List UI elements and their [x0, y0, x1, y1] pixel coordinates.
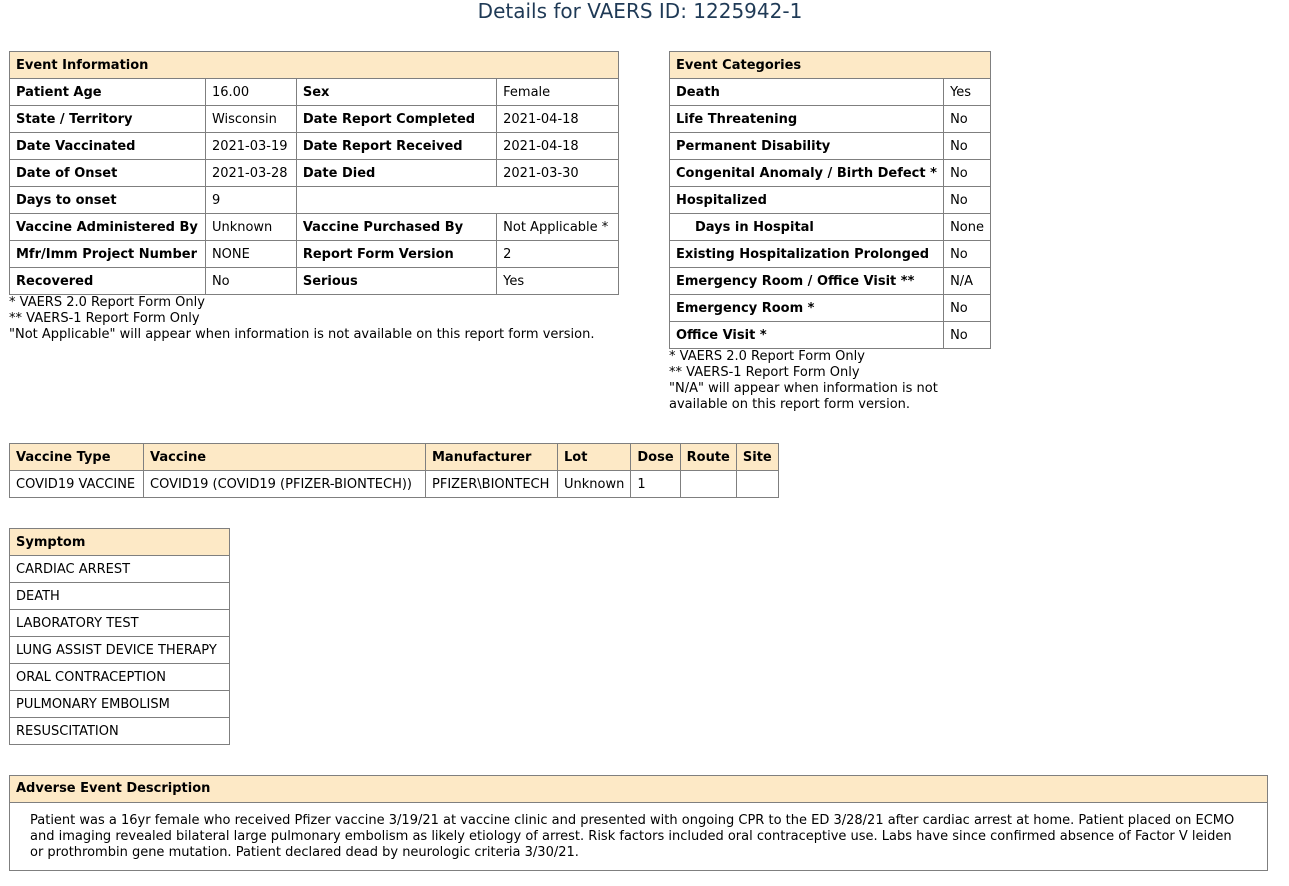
footnote: available on this report form version.	[669, 397, 911, 412]
category-value: N/A	[944, 268, 991, 295]
category-value: No	[944, 322, 991, 349]
category-label: Life Threatening	[670, 106, 944, 133]
field-value: Yes	[497, 268, 619, 295]
symptom-item: RESUSCITATION	[10, 718, 230, 745]
symptom-table	[9, 528, 230, 745]
table-header-row	[10, 444, 779, 471]
table-row	[10, 691, 230, 718]
footnote: "N/A" will appear when information is not	[669, 381, 938, 396]
column-header: Vaccine Type	[10, 444, 144, 471]
category-value: No	[944, 241, 991, 268]
event-information-notes	[9, 295, 594, 343]
description-text: Patient was a 16yr female who received Pfizer vaccine 3/19/21 at vaccine clinic and presented with ongoing CPR to the ED 3/28/21 after cardiac arrest at home. Patient placed on ECMO and imaging revealed bilateral large pulmonary embolism as likely etiology of arrest. Risk factors included oral contraceptive use. Labs have since confirmed absence of Factor V leiden or prothrombin gene mutation. Patient declared dead by neurologic criteria 3/30/21.	[30, 813, 1235, 860]
vaccine-table	[9, 443, 779, 498]
event-categories-notes	[669, 349, 938, 413]
table-row	[670, 106, 991, 133]
field-value: 2	[497, 241, 619, 268]
table-cell: COVID19 (COVID19 (PFIZER-BIONTECH))	[144, 471, 426, 498]
table-row	[10, 664, 230, 691]
field-value: 2021-03-30	[497, 160, 619, 187]
empty-cell	[296, 187, 618, 214]
symptom-item: LUNG ASSIST DEVICE THERAPY	[10, 637, 230, 664]
footnote: ** VAERS-1 Report Form Only	[669, 365, 860, 380]
column-header: Vaccine	[144, 444, 426, 471]
table-cell: PFIZER\BIONTECH	[426, 471, 558, 498]
symptom-item: PULMONARY EMBOLISM	[10, 691, 230, 718]
table-row	[670, 214, 991, 241]
symptom-item: LABORATORY TEST	[10, 610, 230, 637]
category-value: No	[944, 295, 991, 322]
table-row	[10, 583, 230, 610]
field-value: 2021-04-18	[497, 106, 619, 133]
field-value: 2021-03-19	[205, 133, 296, 160]
symptom-item: CARDIAC ARREST	[10, 556, 230, 583]
column-header: Manufacturer	[426, 444, 558, 471]
table-cell: COVID19 VACCINE	[10, 471, 144, 498]
field-label: Date of Onset	[10, 160, 206, 187]
table-row	[10, 241, 619, 268]
field-value: 9	[205, 187, 296, 214]
field-value: 2021-03-28	[205, 160, 296, 187]
field-value: NONE	[205, 241, 296, 268]
field-value: Unknown	[205, 214, 296, 241]
field-value: 2021-04-18	[497, 133, 619, 160]
table-row	[10, 610, 230, 637]
category-label: Congenital Anomaly / Birth Defect *	[670, 160, 944, 187]
table-row	[10, 160, 619, 187]
symptom-item: ORAL CONTRACEPTION	[10, 664, 230, 691]
category-value: None	[944, 214, 991, 241]
table-row	[10, 637, 230, 664]
category-label: Office Visit *	[670, 322, 944, 349]
table-row	[10, 133, 619, 160]
field-value: 16.00	[205, 79, 296, 106]
field-value: Wisconsin	[205, 106, 296, 133]
table-row	[10, 214, 619, 241]
field-label: Recovered	[10, 268, 206, 295]
table-cell	[680, 471, 736, 498]
table-row	[670, 160, 991, 187]
table-row	[10, 268, 619, 295]
field-label: Vaccine Administered By	[10, 214, 206, 241]
footnote: "Not Applicable" will appear when information is not available on this report form version.	[9, 327, 595, 342]
field-label: Sex	[296, 79, 496, 106]
category-label: Emergency Room / Office Visit **	[670, 268, 944, 295]
table-row	[670, 322, 991, 349]
field-value: Not Applicable *	[497, 214, 619, 241]
table-row	[10, 106, 619, 133]
table-row	[670, 187, 991, 214]
category-label: Death	[670, 79, 944, 106]
table-row	[670, 268, 991, 295]
field-label: Vaccine Purchased By	[296, 214, 496, 241]
field-label: Serious	[296, 268, 496, 295]
field-label: Days to onset	[10, 187, 206, 214]
adverse-event-description	[9, 775, 1268, 871]
description-header: Adverse Event Description	[10, 776, 1267, 803]
table-cell: 1	[631, 471, 680, 498]
field-label: Report Form Version	[296, 241, 496, 268]
table-row	[670, 133, 991, 160]
event-information-header: Event Information	[10, 52, 619, 79]
category-label: Days in Hospital	[670, 214, 944, 241]
table-row	[10, 471, 779, 498]
table-row	[670, 295, 991, 322]
category-label: Existing Hospitalization Prolonged	[670, 241, 944, 268]
field-label: Patient Age	[10, 79, 206, 106]
table-row	[10, 556, 230, 583]
column-header: Dose	[631, 444, 680, 471]
category-value: No	[944, 187, 991, 214]
field-label: Date Report Received	[296, 133, 496, 160]
symptom-header: Symptom	[10, 529, 230, 556]
field-label: Date Vaccinated	[10, 133, 206, 160]
category-value: No	[944, 133, 991, 160]
category-label: Emergency Room *	[670, 295, 944, 322]
category-value: Yes	[944, 79, 991, 106]
column-header: Lot	[558, 444, 631, 471]
column-header: Site	[736, 444, 778, 471]
field-label: Date Report Completed	[296, 106, 496, 133]
symptom-item: DEATH	[10, 583, 230, 610]
category-value: No	[944, 160, 991, 187]
page-title: Details for VAERS ID: 1225942-1	[477, 0, 803, 23]
footnote: * VAERS 2.0 Report Form Only	[669, 349, 865, 364]
category-label: Hospitalized	[670, 187, 944, 214]
category-value: No	[944, 106, 991, 133]
table-cell: Unknown	[558, 471, 631, 498]
field-label: State / Territory	[10, 106, 206, 133]
event-information-table	[9, 51, 619, 295]
table-row	[10, 187, 619, 214]
footnote: * VAERS 2.0 Report Form Only	[9, 295, 205, 310]
field-label: Mfr/Imm Project Number	[10, 241, 206, 268]
field-value: Female	[497, 79, 619, 106]
category-label: Permanent Disability	[670, 133, 944, 160]
event-categories-table	[669, 51, 991, 349]
table-row	[10, 718, 230, 745]
event-categories-header: Event Categories	[670, 52, 991, 79]
table-row	[670, 241, 991, 268]
table-cell	[736, 471, 778, 498]
column-header: Route	[680, 444, 736, 471]
table-row	[670, 79, 991, 106]
footnote: ** VAERS-1 Report Form Only	[9, 311, 200, 326]
field-value: No	[205, 268, 296, 295]
table-row	[10, 79, 619, 106]
field-label: Date Died	[296, 160, 496, 187]
